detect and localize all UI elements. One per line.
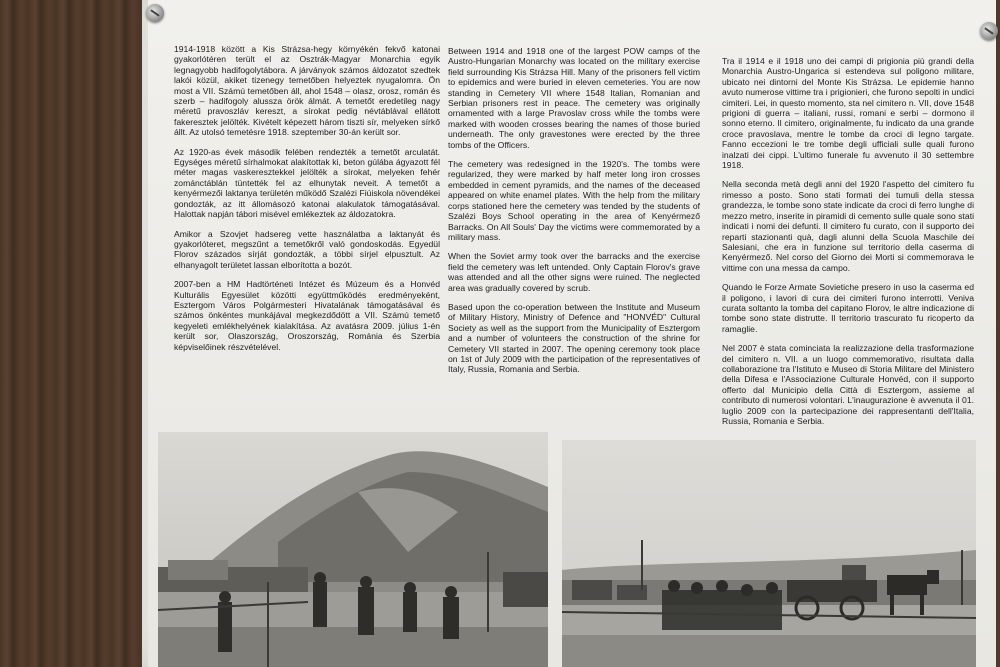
screw-icon [146,4,164,22]
en-paragraph: The cemetery was redesigned in the 1920's. The tombs were regularized, they were marked by half meter long iron crosses embedded in cement pyramids, and the names of the deceased appeared on white enamel plates. With the help from the military corps stationed here the cemetery was tended by the students of Szalézi Boys School operating in the area of Kenyérmező Barracks. On All Souls' Day the victims were commemorated by a military mass. [448,159,700,242]
it-paragraph: Quando le Forze Armate Sovietiche presero in uso la caserma ed il poligono, i lavori di cura dei cimiteri furono interrotti. Veniva curata soltanto la tomba del capitano Florov, le altre indicazione di tombe sono state distrutte. Il territorio trascurato fu ricoperto da ramaglie. [722,282,974,334]
hu-paragraph: Az 1920-as évek második felében rendezték a temetőt arculatát. Egységes méretű sírhalmokat alakítottak ki, beton gúlába ágyazott fél méter magas vaskeresztekkel jelölték a sírokat, melyeken fehér zománctáblán tüntették fel az elhunytak neveit. A temetőt a kenyérmezői laktanya területén működő Szalézi Fiúiskola növendékei gondozták, az itt állomásozó katonai alakulatok támogatásával. Halottak napján tábori misével emlékeztek az áldozatokra. [174,146,440,220]
historical-photo-field [562,440,976,667]
it-paragraph: Nella seconda metà degli anni del 1920 l'aspetto del cimitero fu rimesso a posto. Sono stati formati dei tumuli della stessa grandezza, le tombe sono state indicate da croci di ferro lunghe di mezzo metro, inserite in piramidi di cemento sulle quale sono stati indicati i nomi dei defunti. Il cimitero fu curato, con il supporto dei reparti stazionanti quà, dagli alunni della Scuola Maschile dei Salesiani, che era in funzione sul territorio della caserma di Kenyérmező. Nel corso del Giorno dei Morti si commemorava le vittime con una messa da campo. [722,179,974,273]
en-paragraph: Between 1914 and 1918 one of the largest POW camps of the Austro-Hungarian Monarchy was located on the military exercise field surrounding Kis Strázsa Hill. Many of the prisoners fell victim to epidemics and were buried in eleven cemeteries. You are now standing in Cemetery VII where 1548 Italian, Romanian and Serbian prisoners rest in peace. The cemetery was originally ornamented with a large Pravoslav cross while the tombs were marked with wooden crosses bearing the names of those buried underneath. The only gravestones were erected by the three tombs of the Officers. [448,46,700,150]
hu-paragraph: Amikor a Szovjet hadsereg vette használatba a laktanyát és gyakorlóteret, megszűnt a temetőkről való gondoskodás. Egyedül Florov százados sírját gondozták, a többi sírjel elpusztult. Az elhanyagolt területet lassan elborította a bozót. [174,228,440,270]
it-paragraph: Nel 2007 è stata cominciata la realizzazione della trasformazione del cimitero n. VII. a un luogo commemorativo, risultata dalla collaborazione tra l'Istituto e Museo di Storia Militare del Ministero della Difesa e l'Associazione Culturale Honvéd, con il supporto offerto dal Municipio della Città di Esztergom, assieme al contributo di numerosi volontari. L'inaugurazione è avvenuta il 01. luglio 2009 con la partecipazione dei rappresentanti dell'Italia, Russia, Romania e Serbia. [722,343,974,426]
en-paragraph: When the Soviet army took over the barracks and the exercise field the cemetery was left untended. Only Captain Florov's grave was attended and all the other signs were ruined. The neglected area was gradually covered by scrub. [448,251,700,293]
english-text-column [448,46,700,384]
hu-paragraph: 2007-ben a HM Hadtörténeti Intézet és Múzeum és a Honvéd Kulturális Egyesület közötti együttműködés eredményeként, Esztergom Város Polgármesteri Hivatalának támogatásával és számos önkéntes munkájával megkezdődött a VII. Számú temető kegyeleti emlékhelyének kialakítása. Az avatásra 2009. július 1-én került sor, Olaszország, Oroszország, Románia és Szerbia képviselőinek részvételével. [174,279,440,352]
it-paragraph: Tra il 1914 e il 1918 uno dei campi di prigionia più grandi della Monarchia Austro-Ungarica si estendeva sul poligono militare, ubicato nei dintorni del Monte Kis Strázsa. Le epidemie hanno avuto numerose vittime tra i prigionieri, che furono sepolti in undici cimiteri. Lei, in questo momento, sta nel cimitero n. VII, dove 1548 prigioni di guerra – italiani, russi, romani e serbi – dormono il sonno eterno. Il cimitero, originalmente, fu indicato da una grande croce pravoslava, mentre le tombe da croci di legno targate. Fanno eccezioni le tre tombe degli ufficiali sulle quali furono inalzati dei cippi. L'ultimo funerale fu avvenuto il 30 settembre 1918. [722,56,974,171]
italian-text-column [722,56,974,435]
hungarian-text-column [174,44,440,361]
hu-paragraph: 1914-1918 között a Kis Strázsa-hegy környékén fekvő katonai gyakorlótéren terült el az Osztrák-Magyar Monarchia egyik legnagyobb hadifogolytábora. A járványok számos áldozatot szedtek lakói közül, akiket tizenegy temetőben helyeztek nyugalomra. Ön most a VII. Számú temetőben áll, ahol 1548 – olasz, orosz, román és szerb – hadifogoly alussza örök álmát. A temetőt eredetileg nagy méretű pravoszláv kereszt, a sírokat pedig névtáblával ellátott fakeresztek jelölték. Kivételt képezett három tiszti sír, melyeken sírkő állt. Az utolsó temetésre 1918. szeptember 30-án került sor. [174,44,440,138]
historical-photo-hill [158,432,548,667]
screw-icon [980,22,998,40]
en-paragraph: Based upon the co-operation between the Institute and Museum of Military History, Ministry of Defence and "HONVÉD" Cultural Society as well as the support from the Municipality of Esztergom and a number of volunteers the construction of the shrine for Cemetery VII started in 2007. The opening ceremony took place on 1st of July 2009 with the participation of the representatives of Italy, Russia, Romania and Serbia. [448,301,700,375]
